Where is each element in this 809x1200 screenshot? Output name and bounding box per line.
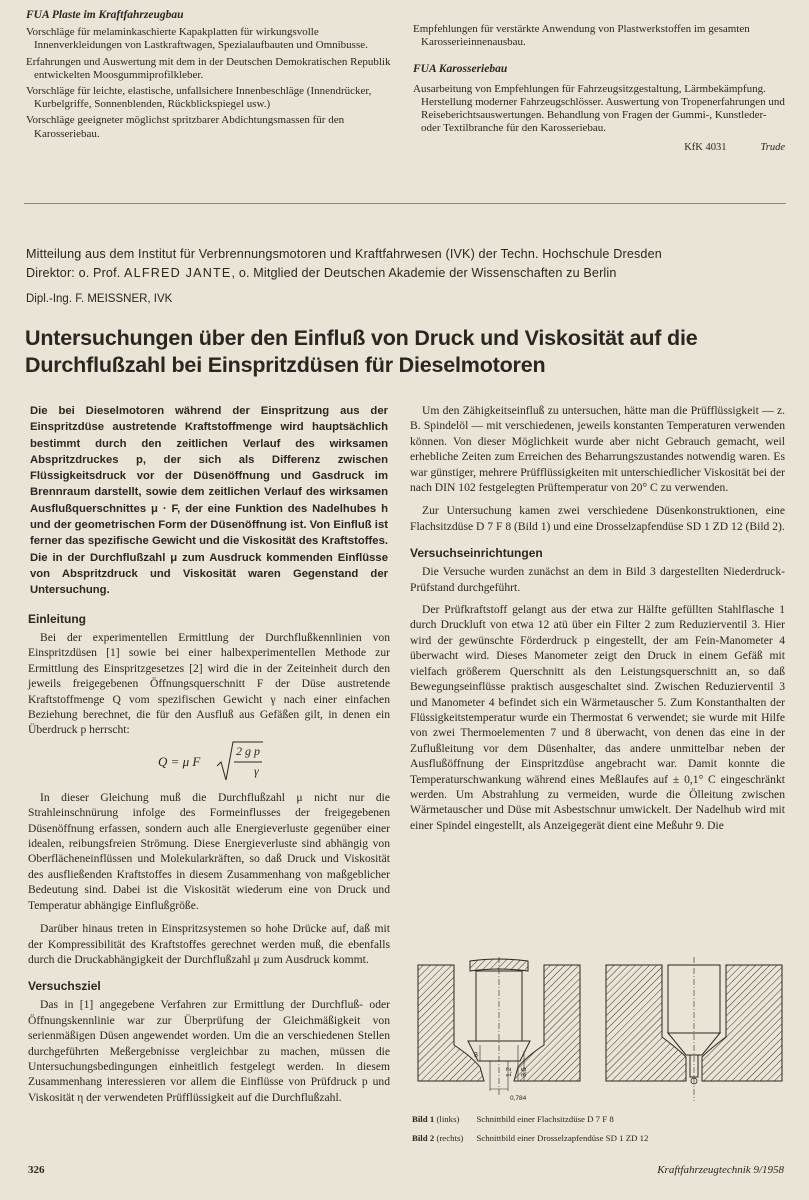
dimension-label: 3,5 xyxy=(521,1067,528,1077)
caption-text: Schnittbild einer Flachsitzdüse D 7 F 8 xyxy=(476,1114,614,1124)
caption-position: (rechts) xyxy=(436,1133,464,1143)
figure-flachsitzduese xyxy=(418,957,580,1097)
director-line xyxy=(26,264,796,283)
formula-numerator: 2 g p xyxy=(236,743,260,758)
caption-text: Schnittbild einer Drosselzapfendüse SD 1 ZD 12 xyxy=(476,1133,649,1143)
director-name: ALFRED JANTE xyxy=(124,266,232,280)
paragraph: Die Versuche wurden zunächst an dem in Bild 3 dargestellten Niederdruck-Prüfstand durchgeführt. xyxy=(410,565,785,594)
paragraph: Das in [1] angegebene Verfahren zur Ermittlung der Durchfluß- oder Öffnungskennlinie war zur Überprüfung der Gleichmäßigkeit von serienmäßigen Düsen angewendet worden. Um die an verschiedenen Stellen durchgeführten Meßergebnisse vergleichbar zu machen, müssen die Untersuchungsbedingungen einheitlich festgelegt werden. In diesem Zusammenhang interessieren vor allem die Einflüsse von Prüfdruck p und Viskosität η der verwendeten Prüfflüssigkeit auf die Durchflußzahl. xyxy=(28,998,390,1104)
heading-versuchsziel: Versuchsziel xyxy=(28,979,101,994)
paragraph: Der Prüfkraftstoff gelangt aus der etwa zur Hälfte gefüllten Stahlflasche 1 durch Druckluft von etwa 12 atü über ein Filter 2 zum Reduzierventil 3. Hier wird der gewünschte Förderdruck p eingestellt, der am Fein-Manometer 4 überwacht wird. Dieses Manometer zeigt den Druck in einem Gefäß mit vielfach größerem Querschnitt als den Leistungsquerschnitt an, so daß Bewegungseinflüsse praktisch ausgeschaltet sind. Zwischen Reduzierventil 3 und Manometer 4 befindet sich ein Wärmetauscher 5. Zum Konstanthalten der Flüssigkeitstemperatur wurde ein Thermostat 6 verwendet; sie wurde mit Hilfe von zwei Thermoelementen 7 und 8 überwacht, von denen das eine in der Zuflußleitung vor dem Düsenhalter, das andere unmittelbar neben der Ausflußöffnung der Einspritzdüse angebracht war. Damit konnte die Temperaturschwankung während eines Meßlaufes auf ± 0,1° C eingeschränkt werden. Um Abstrahlung zu vermeiden, wurde die Ölleitung zwischen Wärmetauscher und Düse mit Asbestschnur umwickelt. Der Nadelhub wird mit einer Spindel eingestellt, als Anzeigegerät dient eine Meßuhr 9. Die xyxy=(410,603,785,832)
paragraph: In dieser Gleichung muß die Durchflußzahl μ nicht nur die Strahleinschnürung infolge des Formeinflusses der freigegebenen Düsenöffnung erfassen, sondern auch alle Energieverluste gegenüber einer idealen, reibungsfreien Strömung. Diese Energieverluste sind abhängig von Oberflächeneinflüssen und Molekularkräften, so daß Druck und Viskosität des ausfließenden Kraftstoffes in diesem Zusammenhang von maßgeblicher Bedeutung sind. Dabei ist die Viskosität wiederum eine von Druck und Temperatur abhängige Einflußgröße. xyxy=(28,790,390,912)
figure-captions xyxy=(412,1112,786,1146)
reference xyxy=(413,141,785,154)
divider xyxy=(24,203,786,204)
top-left-block xyxy=(26,9,396,144)
top-right-block xyxy=(413,23,785,155)
list-item: Ausarbeitung von Empfehlungen für Fahrzeugsitzgestaltung, Lärmbekämpfung. Herstellung moderner Fahrzeugschlösser. Auswertung von Tropenerfahrungen und Reiseberichtsauswertungen. Behandlung von Fragen der Gummi-, Kunstleder- oder Textilbranche für den Karosseriebau. xyxy=(413,82,785,135)
list-item: Vorschläge für leichte, elastische, unfallsichere Innenbeschläge (Innendrücker, Kurbelgriffe, Sonnenblenden, Rückblickspiegel usw.) xyxy=(26,85,372,111)
dimension-label: 3 xyxy=(474,1052,478,1059)
institute-note xyxy=(26,245,796,283)
formula xyxy=(28,740,390,788)
list-item: Erfahrungen und Auswertung mit dem in der Deutschen Demokratischen Republik entwickelten Moosgummiprofilkleber. xyxy=(26,55,391,81)
formula-lhs: Q = μ F xyxy=(158,753,201,769)
fua-plaste-title: FUA Plaste im Kraftfahrzeugbau xyxy=(26,9,184,21)
caption-bild-2 xyxy=(412,1131,786,1146)
institute-line: Mitteilung aus dem Institut für Verbrennungsmotoren und Kraftfahrwesen (IVK) der Techn. Hochschule Dresden xyxy=(26,247,662,261)
dimension-label: 1,2 xyxy=(506,1067,513,1077)
reference-code: KfK 4031 xyxy=(684,142,727,154)
recommendation-text: Empfehlungen für verstärkte Anwendung von Plastwerkstoffen im gesamten Karosserieinnenausbau. xyxy=(413,23,750,49)
abstract: Die bei Dieselmotoren während der Einspritzung aus der Einspritzdüse austretende Kraftstoffmenge wird hauptsächlich bestimmt durch den zeitlichen Verlauf des wirksamen Abspritzdruckes p, der sich als Differenz zwischen Flüssigkeitsdruck vor der Düsenöffnung und Gasdruck im Brennraum darstellt, sowie dem zeitlichen Verlauf des wirksamen Ausflußquerschnittes μ · F, der eine Funktion des Nadelhubes h und der geometrischen Form der Düsenöffnung ist. Von Einfluß ist ferner das spezifische Gewicht und die Viskosität des Kraftstoffes. Die in der Durchflußzahl μ zum Ausdruck kommenden Einflüsse von Abspritzdruck und Viskosität waren Gegenstand der Untersuchung. xyxy=(30,405,388,597)
list-item: Vorschläge für melaminkaschierte Kapakplatten für wirkungsvolle Innenverkleidungen von Lastkraftwagen, Spezialaufbauten und Omnibusse. xyxy=(26,26,368,52)
fua-karosseriebau-title: FUA Karosseriebau xyxy=(413,63,508,76)
director-prefix: Direktor: o. Prof. xyxy=(26,266,121,280)
nozzle-section-figures xyxy=(410,957,786,1105)
paragraph: Um den Zähigkeitseinfluß zu untersuchen, hätte man die Prüfflüssigkeit — z. B. Spindelöl — mit verschiedenen, jeweils konstanten Temperaturen verwenden können. Von dieser Möglichkeit wurde aber nicht Gebrauch gemacht, weil erhebliche Zeiten zum Erreichen des Beharrungszustandes notwendig waren. Es war günstiger, mehrere Prüfflüssigkeiten mit unterschiedlicher Viskosität bei der nach DIN 102 festgelegten Prüftemperatur von 20° C zu verwenden. xyxy=(410,404,785,495)
list-item: Vorschläge geeigneter möglichst spritzbarer Abdichtungsmassen für den Karosseriebau. xyxy=(26,114,345,140)
right-column xyxy=(410,403,785,833)
dimension-label: 0,784 xyxy=(510,1095,527,1102)
caption-bild-1 xyxy=(412,1112,786,1127)
figure-drosselzapfenduese xyxy=(606,957,782,1101)
heading-einleitung: Einleitung xyxy=(28,612,86,626)
journal-name: Kraftfahrzeugtechnik 9/1958 xyxy=(657,1164,784,1176)
director-suffix: , o. Mitglied der Deutschen Akademie der Wissenschaften zu Berlin xyxy=(231,266,617,280)
article-title: Untersuchungen über den Einfluß von Druck und Viskosität auf die Durchflußzahl bei Einspritzdüsen für Dieselmotoren xyxy=(25,326,698,377)
left-column xyxy=(28,612,390,1105)
author-line: Dipl.-Ing. F. MEISSNER, IVK xyxy=(26,293,173,305)
paragraph: Zur Untersuchung kamen zwei verschiedene Düsenkonstruktionen, eine Flachsitzdüse D 7 F 8 (Bild 1) und eine Drosselzapfendüse SD 1 ZD 12 (Bild 2). xyxy=(410,504,785,533)
paragraph: Bei der experimentellen Ermittlung der Durchflußkennlinien von Einspritzdüsen [1] sowie bei einer halbexperimentellen Methode zur Ermittlung des Einspritzgesetzes [2] wird die in der Zeiteinheit durch den jeweils freigegebenen Öffnungsquerschnitt F der Düse austretende Kraftstoffmenge Q vom spezifischen Gewicht γ nach einer einfachen Beziehung berechnet, die für den Ausfluß aus Gefäßen gilt, in denen ein Überdruck p herrscht: xyxy=(28,631,390,737)
page-number: 326 xyxy=(28,1164,45,1176)
caption-label: Bild 2 xyxy=(412,1133,435,1143)
caption-position: (links) xyxy=(436,1114,460,1124)
heading-versuchseinrichtungen: Versuchseinrichtungen xyxy=(410,546,543,561)
reference-name: Trude xyxy=(760,142,785,154)
formula-denominator: γ xyxy=(254,763,259,778)
caption-label: Bild 1 xyxy=(412,1114,435,1124)
paragraph: Darüber hinaus treten in Einspritzsystemen so hohe Drücke auf, daß mit der Kompressibilität des Kraftstoffes gerechnet werden muß, die ebenfalls durch die Druckabhängigkeit der Durchflußzahl μ zum Ausdruck kommt. xyxy=(28,922,390,966)
